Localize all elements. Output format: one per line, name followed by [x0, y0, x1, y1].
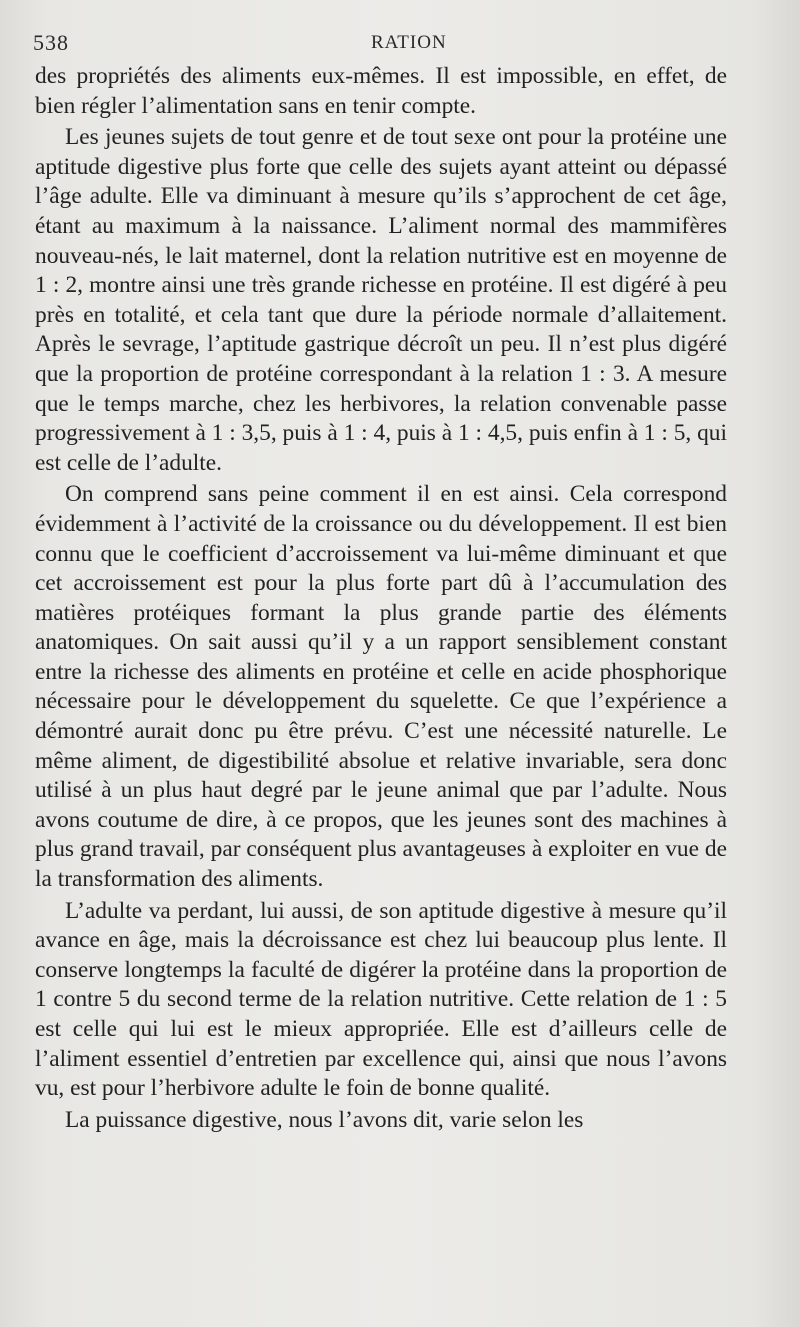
paragraph-continuation: des propriétés des aliments eux-mêmes. Il est impossible, en effet, de bien régler l’alimentation sans en tenir compte.: [35, 63, 727, 119]
paragraph-digestive-power: La puissance digestive, nous l’avons dit, varie selon les: [65, 1106, 584, 1133]
page-header: [33, 30, 773, 56]
paragraph-adult: L’adulte va perdant, lui aussi, de son aptitude digestive à mesure qu’il avance en âge, mais la décroissance est chez lui beaucoup plus lente. Il conserve longtemps la faculté de digérer la protéine dans la proportion de 1 contre 5 du second terme de la relation nutritive. Cette relation de 1 : 5 est celle qui lui est le mieux appropriée. Elle est d’ailleurs celle de l’aliment essentiel d’entretien par excellence qui, ainsi que nous l’avons vu, est pour l’herbivore adulte le foin de bonne qualité.: [35, 897, 727, 1102]
paragraph-growth: On comprend sans peine comment il en est ainsi. Cela correspond évidemment à l’activité de la croissance ou du développement. Il est bien connu que le coefficient d’accroissement va lui-même diminuant et que cet accroissement est pour la plus forte part dû à l’accumulation des matières protéiques formant la plus grande partie des éléments anatomiques. On sait aussi qu’il y a un rapport sensiblement constant entre la richesse des aliments en protéine et celle en acide phosphorique nécessaire pour le développement du squelette. Ce que l’expérience a démontré aurait donc pu être prévu. C’est une nécessité naturelle. Le même aliment, de digestibilité absolue et relative invariable, sera donc utilisé à un plus haut degré par le jeune animal que par l’adulte. Nous avons coutume de dire, à ce propos, que les jeunes sont des machines à plus grand travail, par conséquent plus avantageuses à exploiter en vue de la transformation des aliments.: [35, 481, 727, 893]
running-head: RATION: [371, 32, 447, 53]
page-number: 538: [33, 30, 69, 55]
body-text: [35, 62, 727, 1137]
paragraph-young-subjects: Les jeunes sujets de tout genre et de tout sexe ont pour la protéine une aptitude digestive plus forte que celle des sujets ayant atteint ou dépassé l’âge adulte. Elle va diminuant à mesure qu’ils s’approchent de cet âge, étant au maximum à la naissance. L’aliment normal des mammifères nouveau-nés, le lait maternel, dont la relation nutritive est en moyenne de 1 : 2, montre ainsi une très grande richesse en protéine. Il est digéré à peu près en totalité, et cela tant que dure la période normale d’allaitement. Après le sevrage, l’aptitude gastrique décroît un peu. Il n’est plus digéré que la proportion de protéine correspondant à la relation 1 : 3. A mesure que le temps marche, chez les herbivores, la relation convenable passe progressivement à 1 : 3,5, puis à 1 : 4, puis à 1 : 4,5, puis enfin à 1 : 5, qui est celle de l’adulte.: [35, 124, 727, 476]
